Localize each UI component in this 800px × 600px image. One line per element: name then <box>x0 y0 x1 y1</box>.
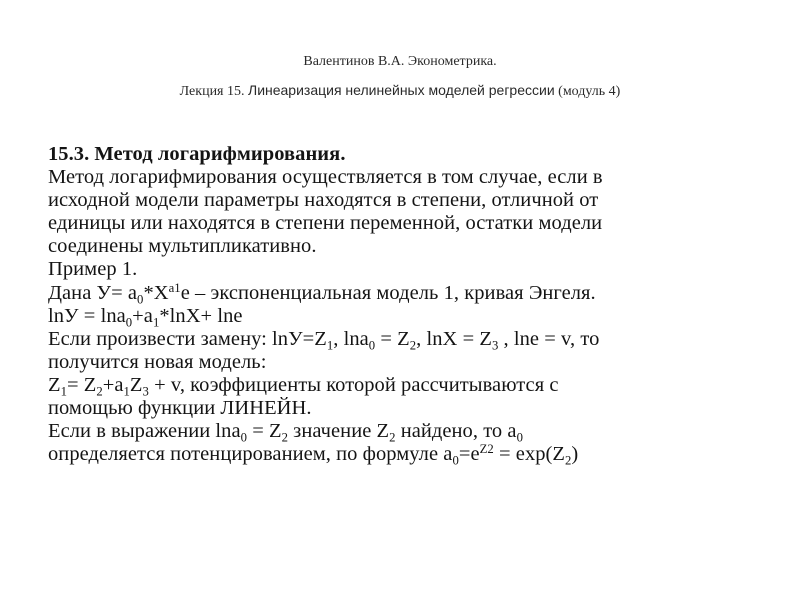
paragraph-line: Метод логарифмирования осуществляется в том случае, если в <box>48 166 603 189</box>
linest-function-text: помощью функции ЛИНЕЙН. <box>48 397 312 420</box>
new-model-text: получится новая модель: <box>48 350 267 373</box>
substitution-line: Если произвести замену: $\ln У=Z_1$, $\ln а_0 = Z_2$, $\ln Х = Z_3$ , lnе = v, то <box>48 327 600 353</box>
lecture-topic: Линеаризация нелинейных моделей регрессии <box>248 82 555 98</box>
paragraph-line: соединены мультипликативно. <box>48 235 317 258</box>
log-equation-line: $\ln У = \ln а_0+а_1*\ln Х+ \ln е$ <box>48 304 243 330</box>
new-model-equation-line: $Z_1= Z_2+a_1Z_3 + v$, коэффициенты которой рассчитываются с <box>48 373 559 399</box>
paragraph-line: единицы или находятся в степени переменной, остатки модели <box>48 212 603 235</box>
example-label: Пример 1. <box>48 258 138 281</box>
given-model-line: Дана $У= а_0*Х^{а1}е$ – экспоненциальная модель 1, кривая Энгеля. <box>48 280 596 306</box>
paragraph-line: исходной модели параметры находятся в степени, отличной от <box>48 189 599 212</box>
potentiation-formula-line: определяется потенцированием, по формуле $а_0=е^{Z2} = \exp(Z_2)$ <box>48 442 579 468</box>
lecture-number: Лекция 15. <box>179 84 248 99</box>
lecture-module: (модуль 4) <box>554 84 621 99</box>
lecture-subtitle <box>0 82 800 100</box>
lecture-author-title: Валентинов В.А. Эконометрика. <box>303 54 497 69</box>
expression-line: Если в выражении $\ln а_0 = Z_2$ значение $Z_2$ найдено, то $а_0$ <box>48 420 523 445</box>
section-heading: 15.3. Метод логарифмирования. <box>48 143 346 165</box>
slide-body <box>48 143 768 466</box>
